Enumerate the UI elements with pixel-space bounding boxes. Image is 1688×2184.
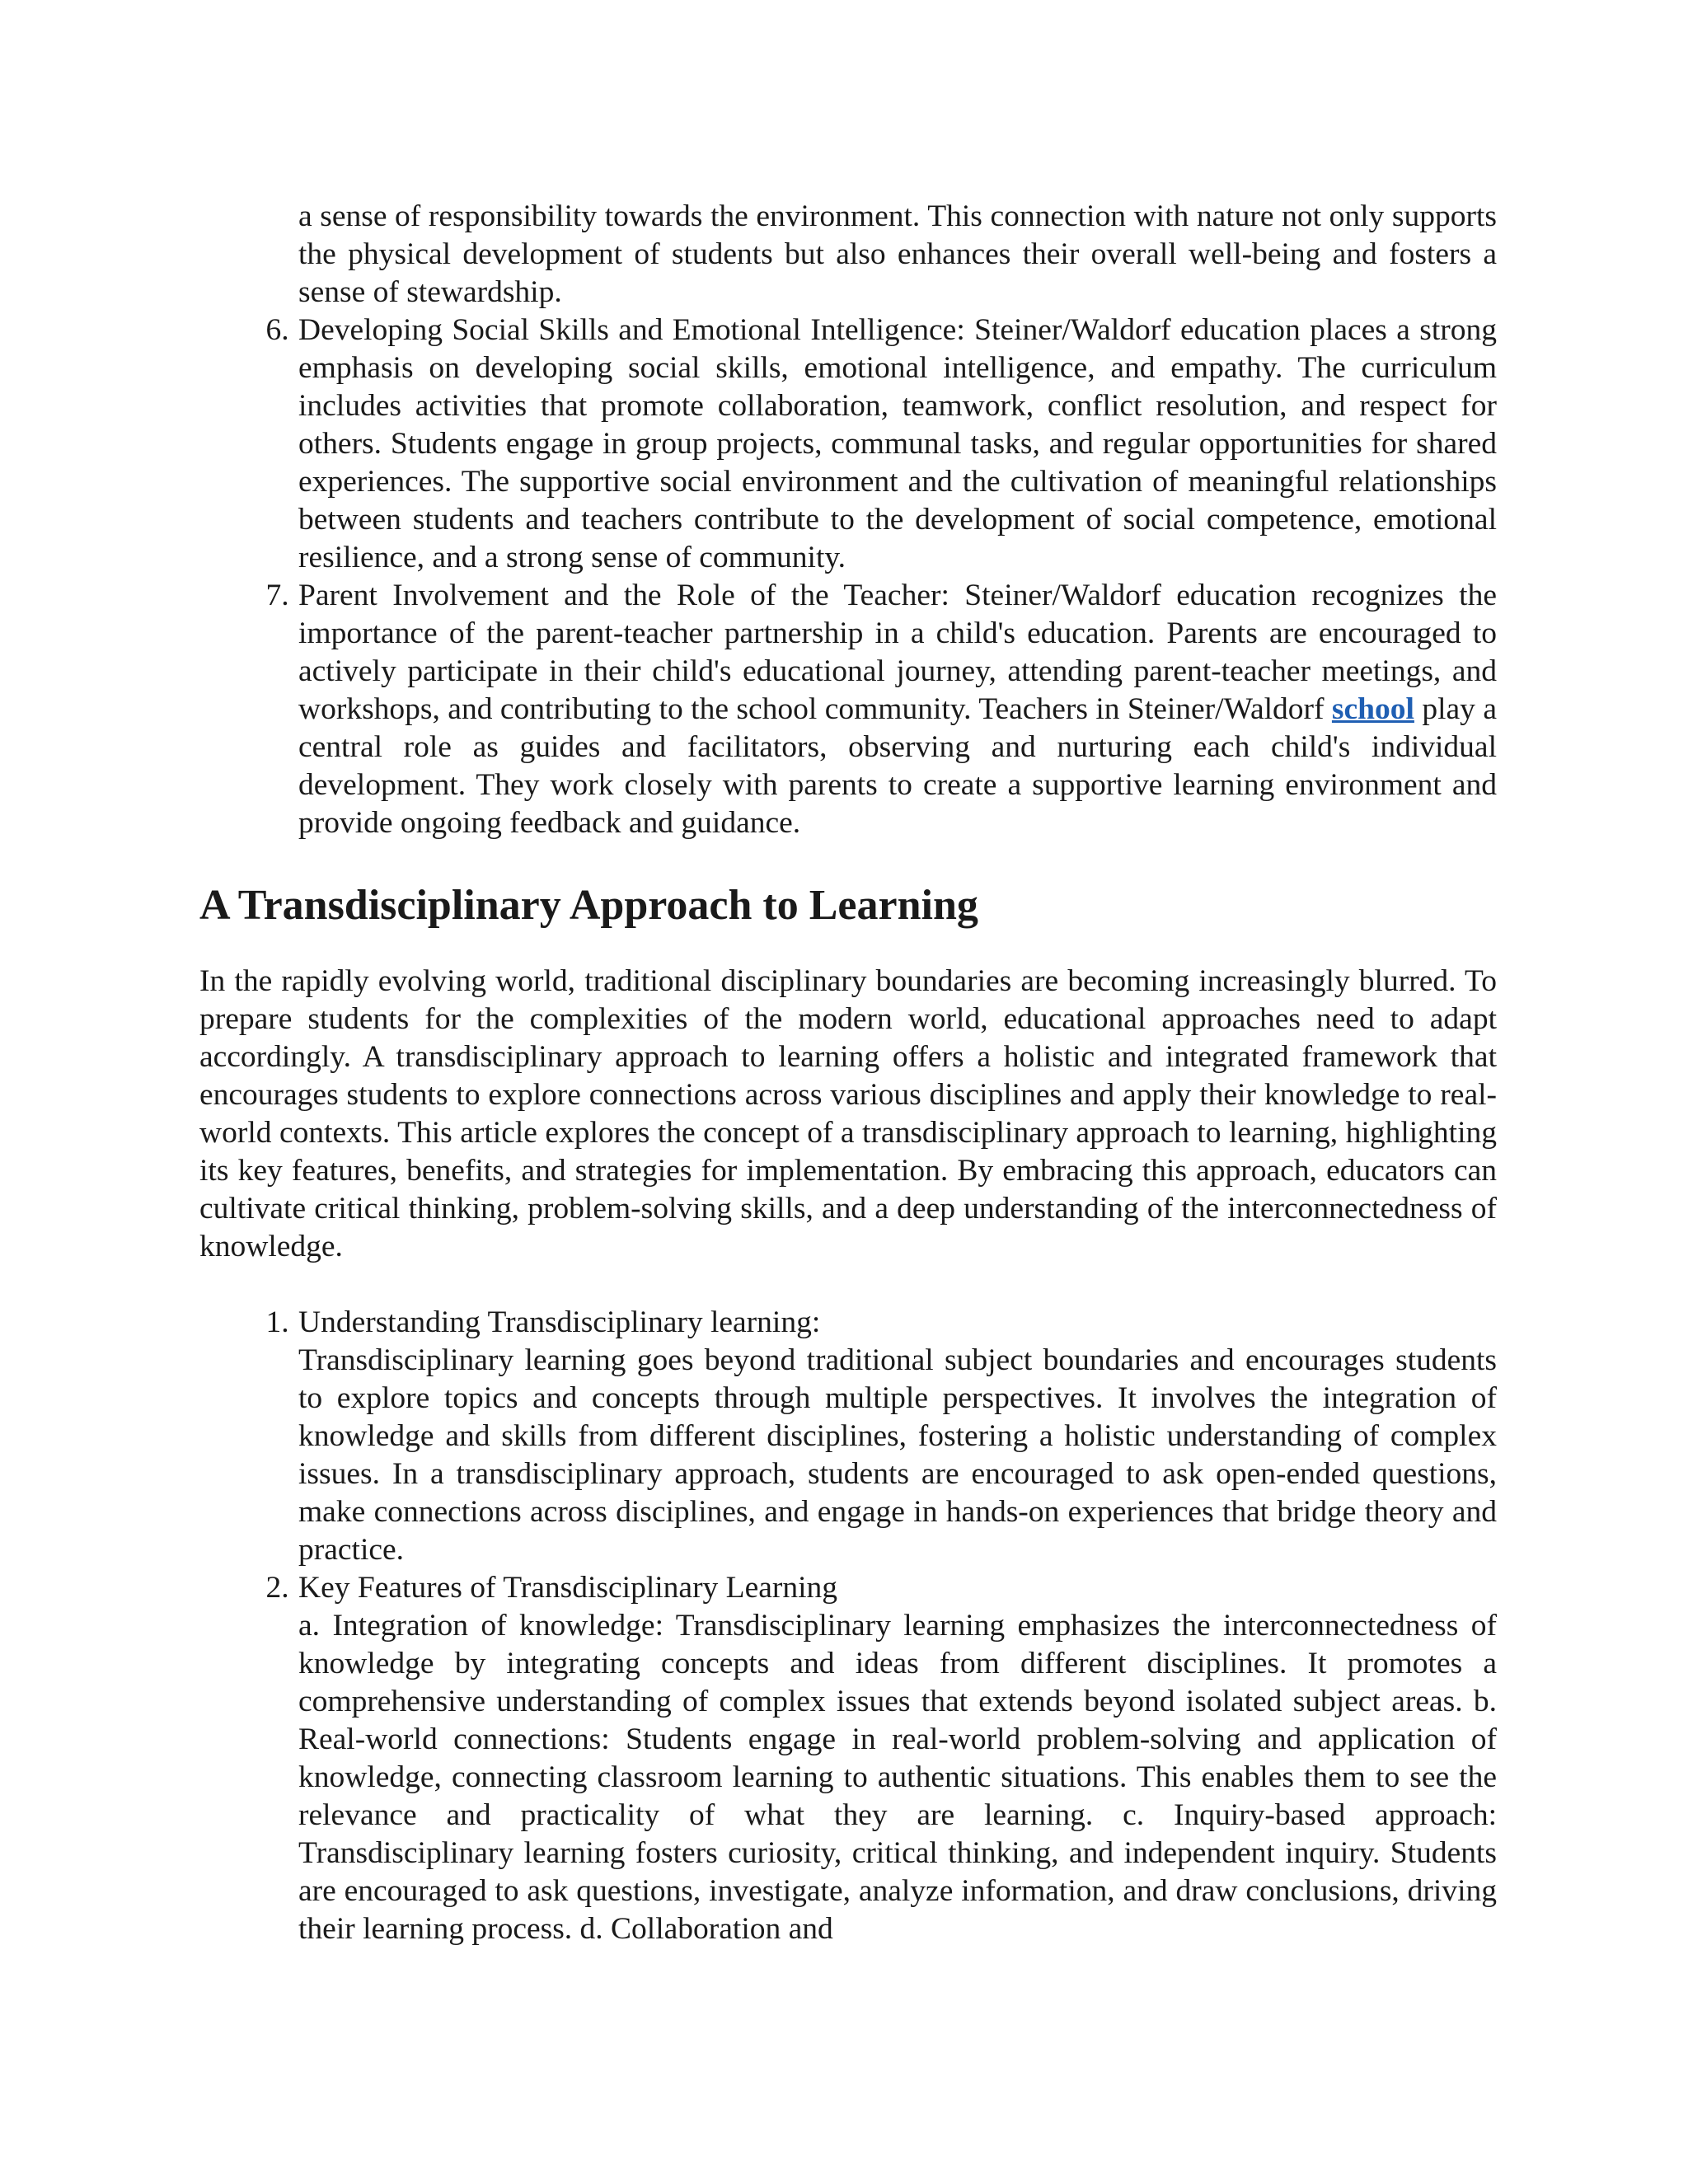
parent-involvement-text-end: play a central role as guides and facilitators, observing and nurturing each child's individual development. They work closely with parents to create a supportive learning environment and provide ongoing feedback and guidance. — [298, 692, 1497, 840]
transdisciplinary-list — [199, 1304, 1497, 1948]
list-item-body: Transdisciplinary learning goes beyond traditional subject boundaries and encourages students to explore topics and concepts through multiple perspectives. It involves the integration of knowledge and skills from different disciplines, fostering a holistic understanding of complex issues. In a transdisciplinary approach, students are encouraged to ask open-ended questions, make connections across disciplines, and engage in hands-on experiences that bridge theory and practice. — [298, 1343, 1497, 1567]
list-item-parent-involvement — [297, 577, 1497, 842]
intro-paragraph: In the rapidly evolving world, traditional disciplinary boundaries are becoming increasingly blurred. To prepare students for the complexities of the modern world, educational approaches need to adapt accordingly. A transdisciplinary approach to learning offers a holistic and integrated framework that encourages students to explore connections across various disciplines and apply their knowledge to real-world contexts. This article explores the concept of a transdisciplinary approach to learning, highlighting its key features, benefits, and strategies for implementation. By embracing this approach, educators can cultivate critical thinking, problem-solving skills, and a deep understanding of the interconnectedness of knowledge. — [199, 964, 1497, 1263]
parent-involvement-text-start: Parent Involvement and the Role of the Teacher: Steiner/Waldorf education recognizes the importance of the parent-teacher partnership in a child's education. Parents are encouraged to actively participate in their child's educational journey, attending parent-teacher meetings, and workshops, and contributing to the school community. Teachers in Steiner/Waldorf — [298, 579, 1497, 726]
school-link[interactable]: school — [1331, 692, 1414, 726]
page-content — [199, 198, 1497, 1948]
list-item-understanding — [297, 1304, 1497, 1569]
list-item-title: 1. Understanding Transdisciplinary learning: — [298, 1305, 821, 1339]
continuation-paragraph: a sense of responsibility towards the environment. This connection with nature not only supports the physical development of students but also enhances their overall well-being and fosters a sense of stewardship. — [298, 199, 1497, 309]
list-item-social-skills: 6. Developing Social Skills and Emotional Intelligence: Steiner/Waldorf education places a strong emphasis on developing social skills, emotional intelligence, and empathy. The curriculum includes activities that promote collaboration, teamwork, conflict resolution, and respect for others. Students engage in group projects, communal tasks, and regular opportunities for shared experiences. The supportive social environment and the cultivation of meaningful relationships between students and teachers contribute to the development of social competence, emotional resilience, and a strong sense of community. — [297, 312, 1497, 577]
list-item-key-features — [297, 1569, 1497, 1948]
list-item-title: 2. Key Features of Transdisciplinary Learning — [298, 1571, 838, 1605]
list-item-body: a. Integration of knowledge: Transdisciplinary learning emphasizes the interconnectedness of knowledge by integrating concepts and ideas from different disciplines. It promotes a comprehensive understanding of complex issues that extends beyond isolated subject areas. b. Real-world connections: Students engage in real-world problem-solving and application of knowledge, connecting classroom learning to authentic situations. This enables them to see the relevance and practicality of what they are learning. c. Inquiry-based approach: Transdisciplinary learning fosters curiosity, critical thinking, and independent inquiry. Students are encouraged to ask questions, investigate, analyze information, and draw conclusions, driving their learning process. d. Collaboration and — [298, 1609, 1497, 1946]
steiner-feature-list — [199, 312, 1497, 842]
section-heading: A Transdisciplinary Approach to Learning — [199, 882, 978, 929]
